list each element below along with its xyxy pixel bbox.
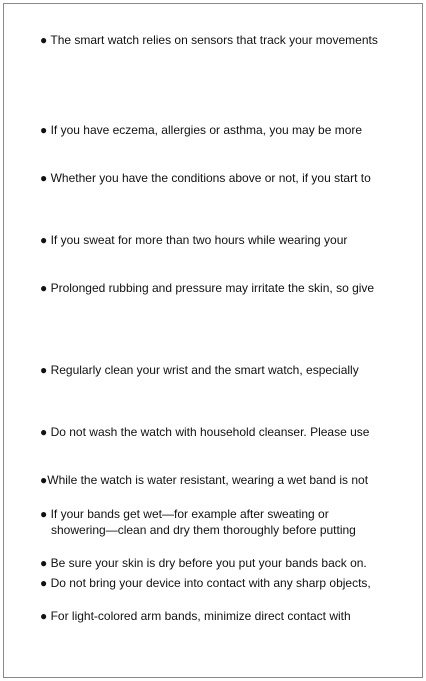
- bullet-item: [40, 232, 347, 248]
- bullet-text: ● For light-colored arm bands, minimize direct contact with: [40, 609, 351, 623]
- bullet-item: [40, 170, 371, 186]
- bullet-text: ● If you have eczema, allergies or asthma, you may be more: [40, 123, 363, 137]
- bullet-text: ● Whether you have the conditions above or not, if you start to: [40, 171, 371, 185]
- bullet-text: ● If you sweat for more than two hours while wearing your: [40, 233, 348, 247]
- bullet-text: ● Do not bring your device into contact with any sharp objects,: [40, 576, 371, 590]
- bullet-item: [40, 472, 368, 488]
- bullet-text: ● If your bands get wet—for example after sweating or: [40, 507, 329, 521]
- bullet-item: [40, 32, 378, 48]
- bullet-item: [40, 608, 351, 624]
- bullet-item: [40, 575, 371, 591]
- bullet-text-continuation: showering—clean and dry them thoroughly before putting: [51, 523, 356, 537]
- bullet-text: ●While the watch is water resistant, wearing a wet band is not: [40, 473, 369, 487]
- bullet-item: [40, 280, 374, 296]
- bullet-item: [40, 362, 359, 378]
- bullet-text: ● The smart watch relies on sensors that track your movements: [40, 33, 378, 47]
- bullet-text: ● Prolonged rubbing and pressure may irritate the skin, so give: [40, 281, 375, 295]
- bullet-text: ● Be sure your skin is dry before you put your bands back on.: [40, 556, 367, 570]
- bullet-item: [40, 424, 369, 440]
- bullet-item: [40, 122, 362, 138]
- bullet-item: [40, 506, 356, 538]
- bullet-item: [40, 555, 367, 571]
- bullet-text: ● Regularly clean your wrist and the smart watch, especially: [40, 363, 359, 377]
- bullet-text: ● Do not wash the watch with household cleanser. Please use: [40, 425, 370, 439]
